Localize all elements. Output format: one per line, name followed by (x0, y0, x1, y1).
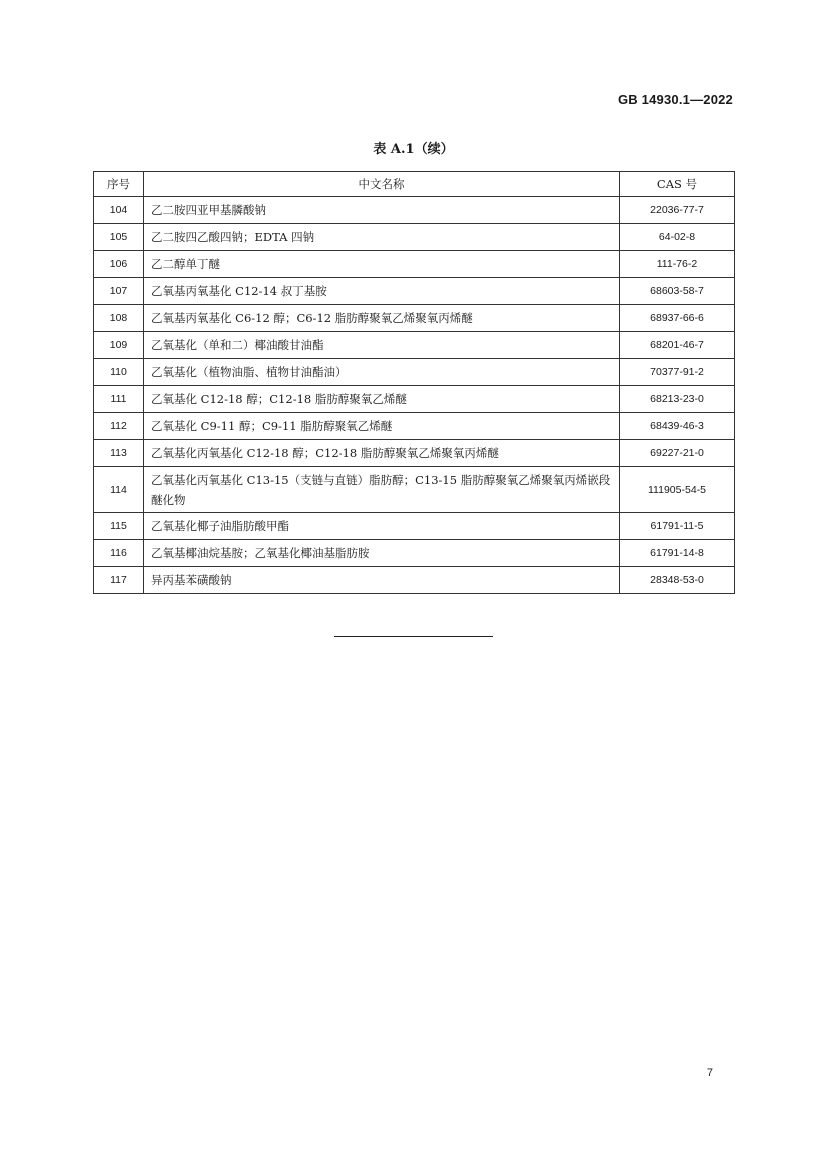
row-name: 乙氧基化（植物油脂、植物甘油酯油） (144, 359, 620, 386)
row-name: 乙氧基椰油烷基胺；乙氧基化椰油基脂肪胺 (144, 540, 620, 567)
row-name: 异丙基苯磺酸钠 (144, 567, 620, 594)
row-cas: 68603-58-7 (620, 278, 735, 305)
row-cas: 68937-66-6 (620, 305, 735, 332)
row-cas: 70377-91-2 (620, 359, 735, 386)
row-name: 乙氧基化椰子油脂肪酸甲酯 (144, 513, 620, 540)
row-seq: 104 (94, 197, 144, 224)
row-name: 乙氧基化（单和二）椰油酸甘油酯 (144, 332, 620, 359)
row-seq: 106 (94, 251, 144, 278)
substance-table (93, 171, 735, 594)
row-name: 乙二醇单丁醚 (144, 251, 620, 278)
row-seq: 115 (94, 513, 144, 540)
row-cas: 61791-11-5 (620, 513, 735, 540)
row-seq: 114 (94, 467, 144, 513)
row-seq: 112 (94, 413, 144, 440)
table-row (94, 386, 735, 413)
table-row (94, 413, 735, 440)
row-name: 乙氧基丙氧基化 C12-14 叔丁基胺 (144, 278, 620, 305)
row-name: 乙二胺四乙酸四钠；EDTA 四钠 (144, 224, 620, 251)
table-row (94, 332, 735, 359)
table-header-row (94, 172, 735, 197)
row-name: 乙氧基丙氧基化 C6-12 醇；C6-12 脂肪醇聚氧乙烯聚氧丙烯醚 (144, 305, 620, 332)
row-cas: 111905-54-5 (620, 467, 735, 513)
row-cas: 64-02-8 (620, 224, 735, 251)
table-row (94, 278, 735, 305)
column-header-seq: 序号 (94, 172, 144, 197)
row-cas: 68439-46-3 (620, 413, 735, 440)
row-cas: 61791-14-8 (620, 540, 735, 567)
table-row (94, 305, 735, 332)
row-cas: 68213-23-0 (620, 386, 735, 413)
table-row (94, 467, 735, 513)
row-cas: 28348-53-0 (620, 567, 735, 594)
row-seq: 111 (94, 386, 144, 413)
table-row (94, 251, 735, 278)
row-seq: 105 (94, 224, 144, 251)
table-row (94, 440, 735, 467)
row-name: 乙氧基化丙氧基化 C12-18 醇；C12-18 脂肪醇聚氧乙烯聚氧丙烯醚 (144, 440, 620, 467)
row-seq: 113 (94, 440, 144, 467)
table-row (94, 359, 735, 386)
page-number: 7 (706, 1067, 713, 1079)
table-title: 表 A.1（续） (373, 142, 454, 157)
standard-code: GB 14930.1—2022 (617, 92, 733, 107)
table-row (94, 197, 735, 224)
column-header-cas: CAS 号 (620, 172, 735, 197)
row-seq: 108 (94, 305, 144, 332)
table-row (94, 513, 735, 540)
row-name: 乙氧基化 C9-11 醇；C9-11 脂肪醇聚氧乙烯醚 (144, 413, 620, 440)
end-rule (334, 636, 493, 637)
row-cas: 69227-21-0 (620, 440, 735, 467)
row-name: 乙氧基化丙氧基化 C13-15（支链与直链）脂肪醇；C13-15 脂肪醇聚氧乙烯聚氧丙烯嵌段醚化物 (144, 467, 620, 513)
row-cas: 111-76-2 (620, 251, 735, 278)
row-name: 乙氧基化 C12-18 醇；C12-18 脂肪醇聚氧乙烯醚 (144, 386, 620, 413)
row-seq: 107 (94, 278, 144, 305)
table-row (94, 540, 735, 567)
table-row (94, 567, 735, 594)
row-seq: 109 (94, 332, 144, 359)
row-seq: 110 (94, 359, 144, 386)
row-cas: 68201-46-7 (620, 332, 735, 359)
row-cas: 22036-77-7 (620, 197, 735, 224)
row-seq: 116 (94, 540, 144, 567)
table-row (94, 224, 735, 251)
row-name: 乙二胺四亚甲基膦酸钠 (144, 197, 620, 224)
row-seq: 117 (94, 567, 144, 594)
column-header-name: 中文名称 (144, 172, 620, 197)
